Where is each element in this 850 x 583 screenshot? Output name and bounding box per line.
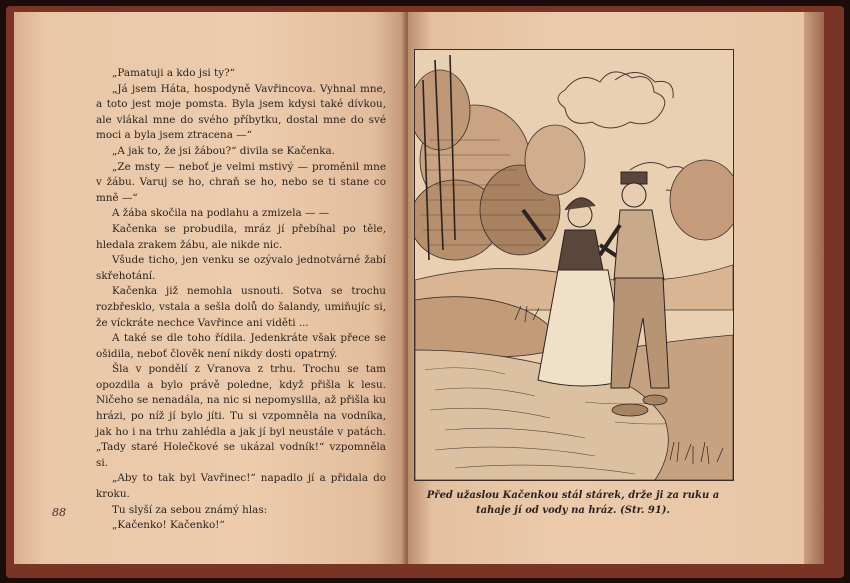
paragraph: „A jak to, že jsi žábou?“ divila se Kačenka. [112,144,335,157]
paragraph: „Já jsem Háta, hospodyně Vavřincova. Vyhnal mne, a toto jest moje pomsta. Byla jsem kdysi také dívkou, ale vlákal mne do svého příbytku, dostal mne do své moci a byla jsem ztracena —“ [96,82,386,142]
paragraph: A žába skočila na podlahu a zmizela — — [112,207,330,220]
paragraph: Všude ticho, jen venku se ozývalo jednotvárné žabí skřehotání. [96,254,386,282]
paragraph: Kačenka již nemohla usnouti. Sotva se trochu rozbřesklo, vstala a sešla dolů do šalandy, umiňujíc si, že víckráte nechce Vavřince ani viděti ... [96,285,386,329]
paragraph: „Kačenko! Kačenko!“ [112,519,225,532]
paragraph: „Pamatuji a kdo jsi ty?“ [112,67,235,79]
paragraph: Šla v pondělí z Vranova z trhu. Trochu se tam opozdila a bylo právě poledne, když přišla k lesu. Ničeho se nenadála, na nic si nepomyslila, až přišla ku hrázi, po níž jí bylo jíti. Tu si vzpomněla na vodníka, jak ho i na trhu zahlédla a jak jí byl neustále v patách. „Tady staré Holečkové se ukázal vodník!“ vzpomněla si. [96,363,386,469]
left-page-text [96,66,386,534]
paragraph: Kačenka se probudila, mráz jí přebíhal po těle, hledala zrakem žábu, ale nikde nic. [96,222,386,251]
paragraph: A také se dle toho řídila. Jedenkráte však přece se ošidila, neboť člověk není nikdy dosti opatrný. [96,332,386,360]
page-number: 88 [52,506,66,519]
paragraph: „Ze msty — neboť je velmi mstivý — proměnil mne v žábu. Varuj se ho, chraň se ho, nebo se ti stane co mně —“ [96,160,386,204]
engraving-illustration [414,49,734,481]
page-edges [804,12,824,564]
illustration-caption: Před užaslou Kačenkou stál stárek, drže ji za ruku a tahaje jí od vody na hráz. (Str. 91). [426,490,720,516]
paragraph: „Aby to tak byl Vavřinec!“ napadlo jí a přidala do kroku. [96,472,386,501]
paragraph: Tu slyší za sebou známý hlas: [112,503,268,516]
